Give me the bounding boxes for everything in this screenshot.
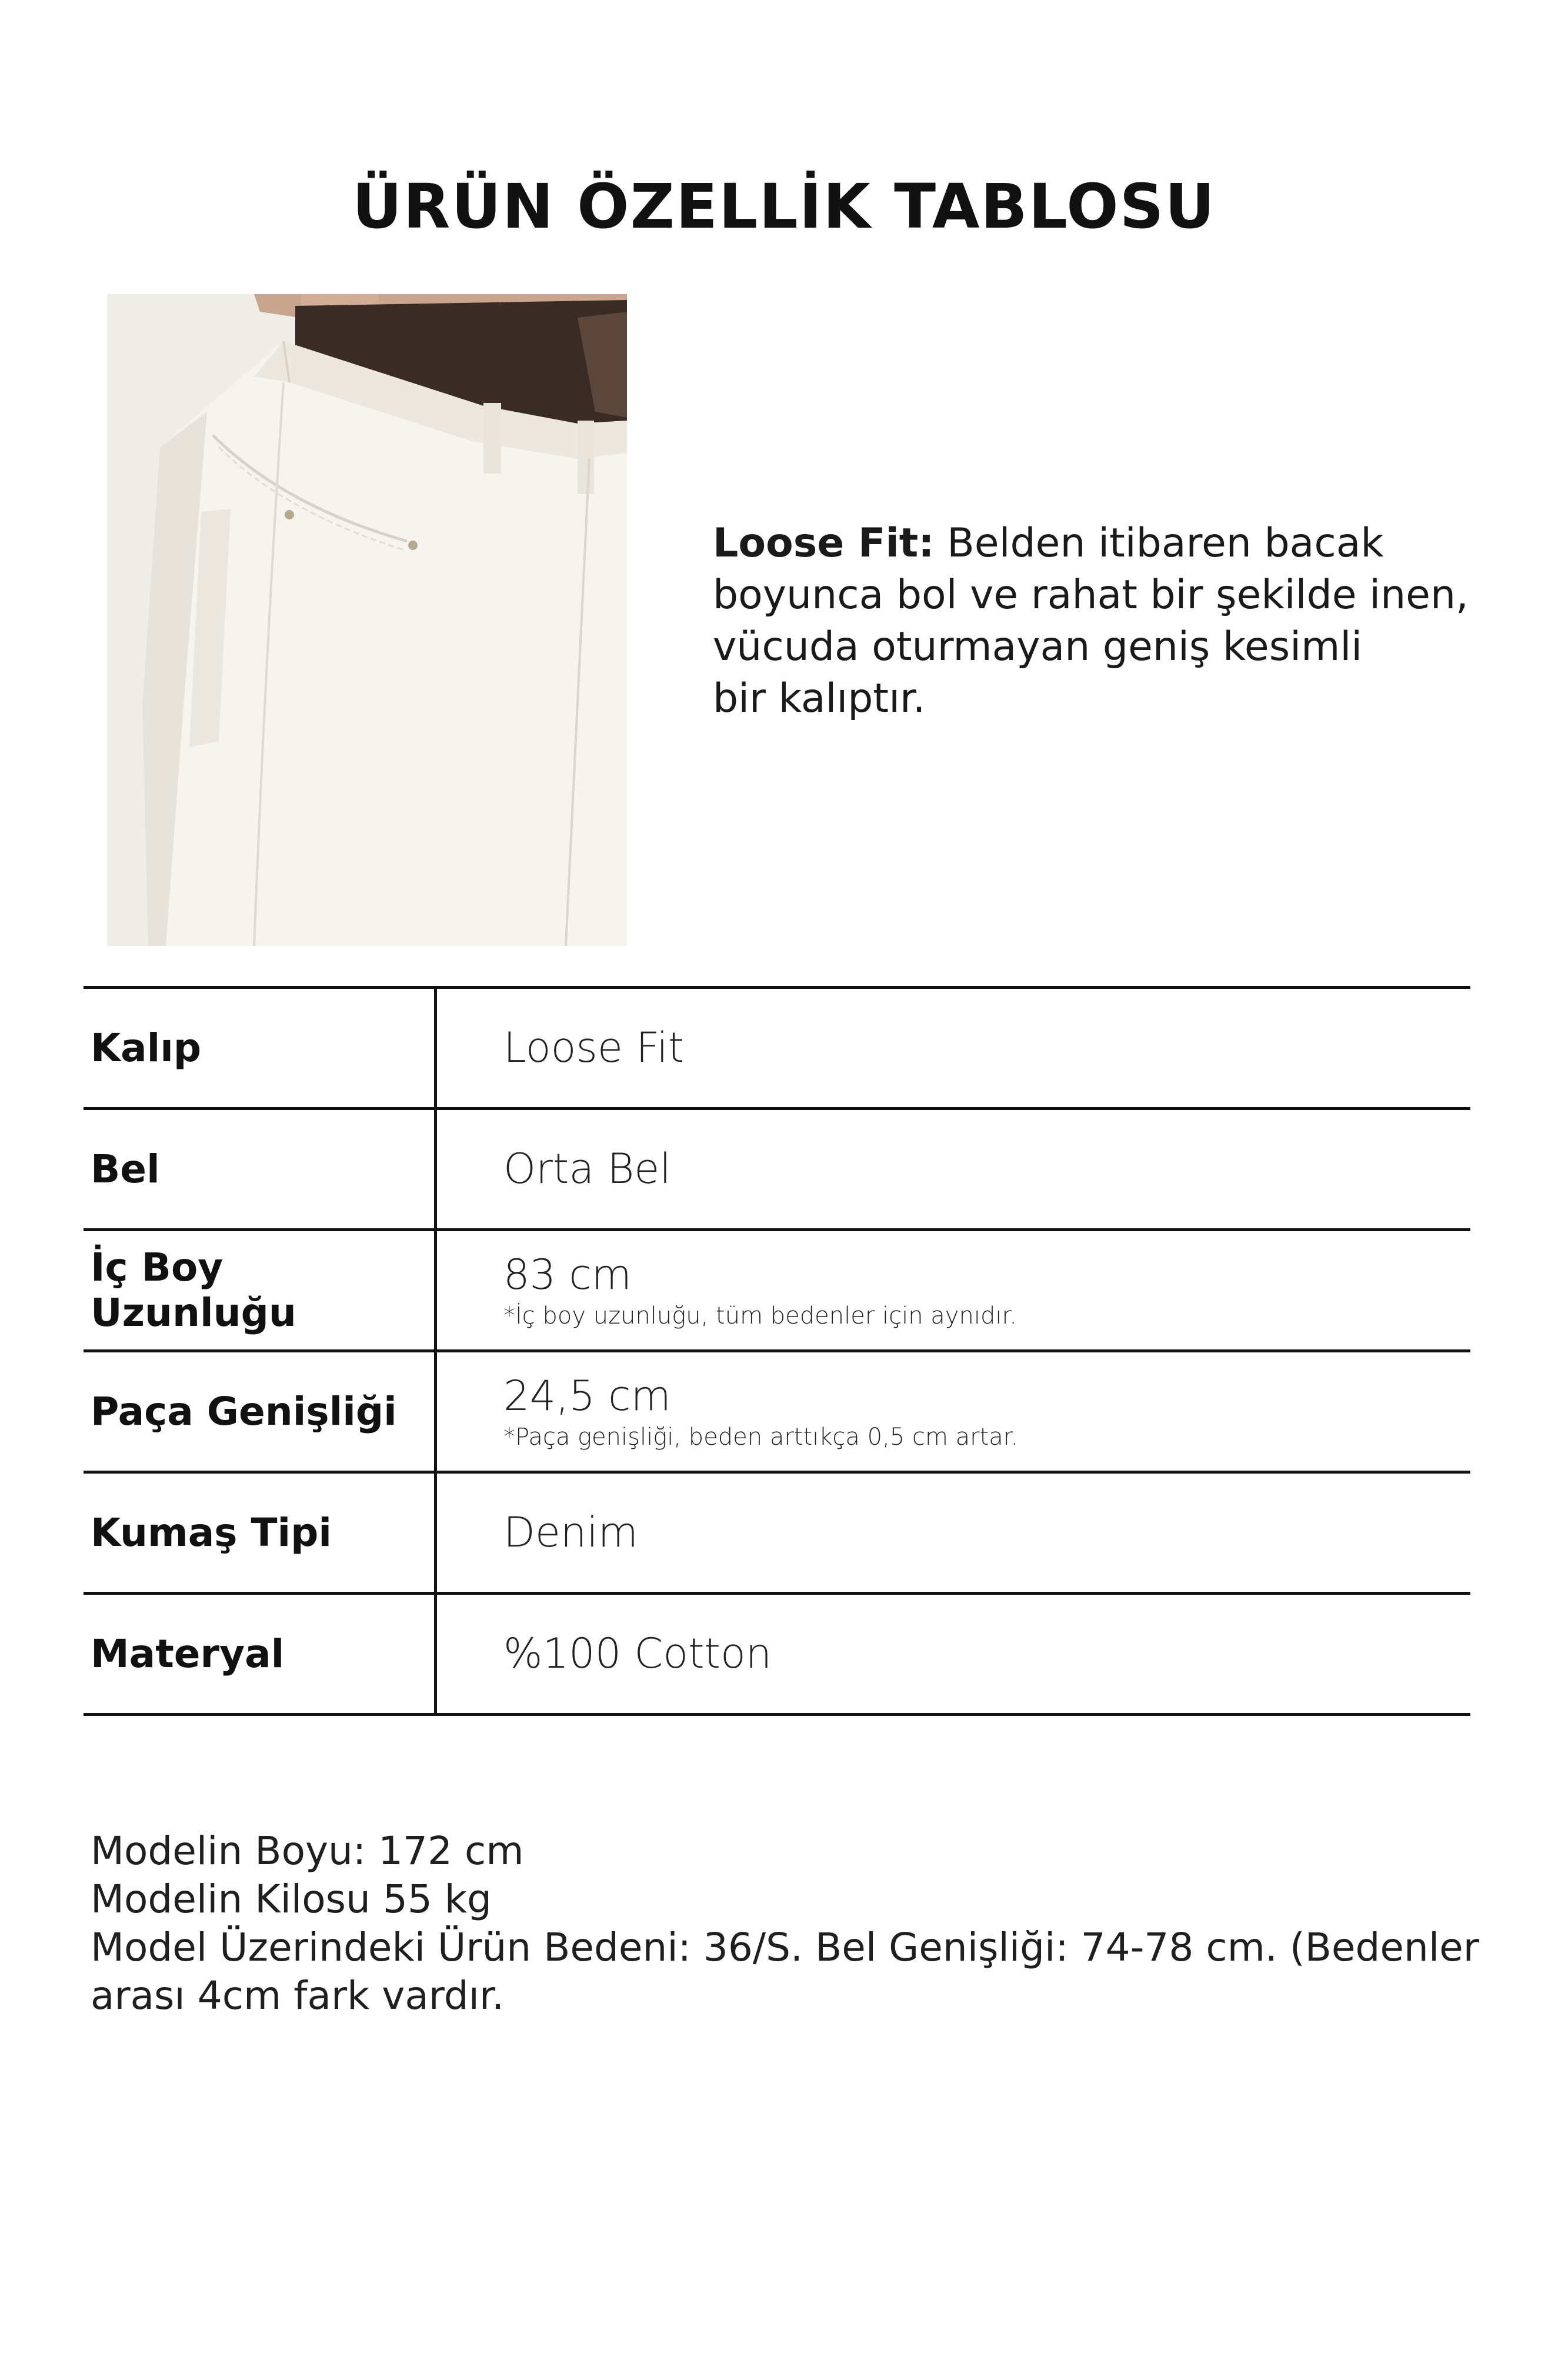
spec-value-text: Loose Fit [503, 1024, 685, 1072]
spec-value-text: %100 Cotton [503, 1629, 772, 1678]
spec-label: Materyal [91, 1631, 285, 1677]
model-info [91, 1827, 1502, 2020]
spec-note: *İç boy uzunluğu, tüm bedenler için aynıdır. [503, 1302, 1017, 1329]
spec-value-text: Denim [503, 1508, 638, 1557]
model-info-line: Modelin Boyu: 172 cm [91, 1828, 524, 1874]
spec-value [503, 1474, 1470, 1591]
model-info-line: Model Üzerindeki Ürün Bedeni: 36/S. Bel Genişliği: 74-78 cm. (Bedenler [91, 1925, 1479, 1970]
spec-value [503, 1231, 1470, 1349]
column-divider [434, 1110, 437, 1231]
spec-row-kumas [84, 1471, 1470, 1592]
product-photo [107, 294, 627, 946]
column-divider [434, 1231, 437, 1352]
spec-value [503, 1352, 1470, 1470]
fit-description-line: vücuda oturmayan geniş kesimli [713, 624, 1363, 670]
spec-table [84, 986, 1470, 1716]
column-divider [434, 1352, 437, 1474]
column-divider [434, 989, 437, 1110]
spec-note: *Paça genişliği, beden arttıkça 0,5 cm artar. [503, 1424, 1019, 1451]
spec-value-text: 83 cm [503, 1251, 632, 1299]
fit-term: Loose Fit: [713, 520, 935, 566]
spec-value [503, 1110, 1470, 1228]
spec-row-kalip [84, 986, 1470, 1107]
spec-row-paca [84, 1349, 1470, 1471]
spec-label: Kumaş Tipi [91, 1509, 332, 1555]
model-info-line: Modelin Kilosu 55 kg [91, 1877, 492, 1922]
spec-value-text: 24,5 cm [503, 1372, 671, 1420]
spec-value-text: Orta Bel [503, 1145, 671, 1193]
column-divider [434, 1595, 437, 1716]
fit-description [713, 518, 1548, 725]
white-jeans-illustration [107, 294, 627, 946]
column-divider [434, 1474, 437, 1595]
spec-label: İç Boy Uzunluğu [91, 1245, 296, 1335]
spec-row-materyal [84, 1592, 1470, 1716]
spec-row-ic-boy [84, 1228, 1470, 1349]
fit-description-line: boyunca bol ve rahat bir şekilde inen, [713, 572, 1469, 618]
fit-description-line: Belden itibaren bacak [934, 520, 1384, 566]
spec-row-bel [84, 1107, 1470, 1228]
spec-label: Kalıp [91, 1025, 202, 1071]
spec-label: Paça Genişliği [91, 1388, 397, 1434]
page-title: ÜRÜN ÖZELLİK TABLOSU [352, 171, 1216, 242]
spec-value [503, 989, 1470, 1106]
spec-label: Bel [91, 1146, 160, 1192]
spec-value [503, 1595, 1470, 1712]
fit-description-line: bir kalıptır. [713, 675, 926, 722]
model-info-line: arası 4cm fark vardır. [91, 1973, 505, 2018]
